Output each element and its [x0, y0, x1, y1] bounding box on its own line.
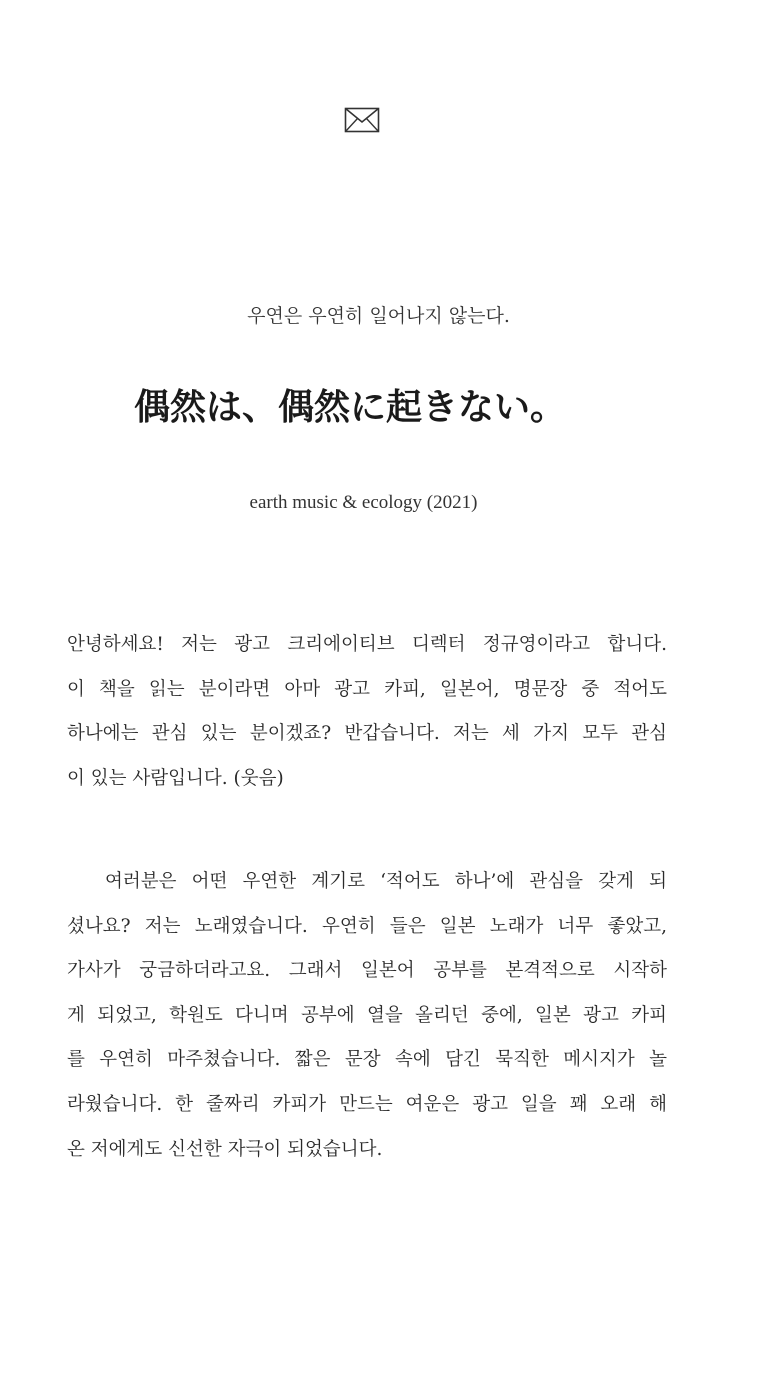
text-line: 이 책을 읽는 분이라면 아마 광고 카피, 일본어, 명문장 중 적어도: [67, 678, 667, 700]
text-line: 게 되었고, 학원도 다니며 공부에 열을 올리던 중에, 일본 광고 카피: [67, 1004, 667, 1026]
source-caption: earth music & ecology (2021): [249, 492, 478, 513]
paragraph-intro: [67, 623, 667, 801]
text-line: 가사가 궁금하더라고요. 그래서 일본어 공부를 본격적으로 시작하: [67, 960, 667, 982]
text-line: 이 있는 사람입니다. (웃음): [67, 767, 284, 789]
text-line: 여러분은 어떤 우연한 계기로 ‘적어도 하나’에 관심을 갖게 되: [105, 871, 667, 892]
japanese-title: 偶然は、偶然に起きない。: [133, 387, 566, 428]
text-line: 하나에는 관심 있는 분이겠죠? 반갑습니다. 저는 세 가지 모두 관심: [67, 723, 667, 745]
text-line: 안녕하세요! 저는 광고 크리에이티브 디렉터 정규영이라고 합니다.: [67, 634, 667, 655]
text-line: 라웠습니다. 한 줄짜리 카피가 만드는 여운은 광고 일을 꽤 오래 해: [67, 1093, 667, 1115]
korean-title: 우연은 우연히 일어나지 않는다.: [247, 305, 510, 327]
paragraph-story: [67, 860, 667, 1172]
text-line: 셨나요? 저는 노래였습니다. 우연히 들은 일본 노래가 너무 좋았고,: [67, 915, 667, 937]
envelope-icon: [344, 107, 380, 133]
text-line: 를 우연히 마주쳤습니다. 짧은 문장 속에 담긴 묵직한 메시지가 놀: [67, 1049, 667, 1071]
text-line: 온 저에게도 신선한 자극이 되었습니다.: [67, 1138, 383, 1160]
